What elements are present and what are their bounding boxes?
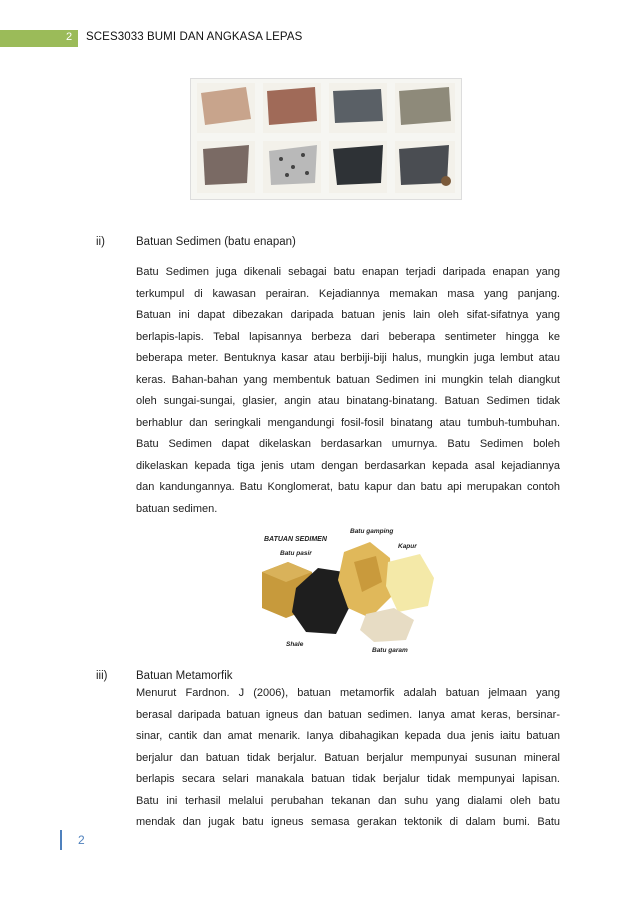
paragraph-line: sinar, cantik dan amat menarik. Ianya dibahagikan kepada dua jenis iaitu batuan [136, 730, 560, 742]
header-title: SCES3033 BUMI DAN ANGKASA LEPAS [86, 31, 303, 43]
rock-sample-7 [333, 145, 383, 185]
rock-sample-1 [201, 87, 251, 125]
rock-samples-photo [190, 78, 462, 200]
label-shale: Shale [286, 641, 304, 648]
label-batu-pasir: Batu pasir [280, 550, 312, 557]
footer-page-number: 2 [78, 833, 85, 847]
paragraph-line: Batuan ini dapat dibezakan daripada batuan jenis lain oleh sifat-sifatnya yang [136, 309, 560, 321]
paragraph-line: oleh sungai-sungai, glasier, angin atau binatang-binatang. Batuan Sedimen tidak [136, 395, 560, 407]
paragraph-line: Batu ini terhasil melalui perubahan tekanan dan suhu yang dialami oleh batu [136, 794, 560, 807]
rock-sample-4 [399, 87, 451, 125]
figure-heading: BATUAN SEDIMEN [264, 536, 327, 543]
paragraph-line: berasal daripada batuan igneus dan batuan sedimen. Ianya amat keras, bersinar- [136, 708, 560, 721]
footer-accent-bar [60, 830, 62, 850]
sedimentary-rocks-photo [258, 522, 436, 654]
chalk-rock [386, 554, 434, 612]
section-ii-paragraph [136, 262, 560, 520]
paragraph-line: mendak dan jugak batu igneus semasa gerakan tektonik di dalam bumi. Batu [136, 816, 560, 828]
rock-sample-3 [333, 89, 383, 123]
paragraph-line: berjalur dan batuan tidak berjalur. Batuan berjalur mempunyai susunan mineral [136, 751, 560, 764]
rock-samples-illustration [191, 79, 461, 199]
rock-sample-2 [267, 87, 317, 125]
section-iii-paragraph [136, 683, 560, 834]
coin-scale [441, 176, 451, 186]
header-page-number: 2 [65, 31, 73, 43]
paragraph-line: batuan sedimen. [136, 502, 218, 515]
rock-sample-5 [203, 145, 249, 185]
label-batu-gamping: Batu gamping [350, 528, 394, 535]
section-ii-number: ii) [96, 236, 105, 248]
section-iii-number: iii) [96, 670, 108, 682]
paragraph-line: berlapis-lapis. Tebal lapisannya berbeza dari beberapa sentimeter hingga ke [136, 330, 560, 343]
paragraph-line: beberapa meter. Bentuknya kasar atau berbiji-biji halus, mungkin juga lembut atau [136, 352, 560, 364]
section-iii-title: Batuan Metamorfik [136, 670, 233, 682]
label-batu-garam: Batu garam [372, 647, 408, 654]
paragraph-line: Batu Sedimen juga dikenali sebagai batu enapan terjadi daripada enapan yang [136, 266, 560, 278]
paragraph-line: keras. Bahan-bahan yang membentuk batuan Sedimen ini mungkin telah diangkut [136, 373, 560, 386]
sedimentary-rocks-illustration [258, 522, 436, 654]
paragraph-line: berlapis secara selari manakala batuan tidak berjalur tidak mempunyai lapisan. [136, 773, 560, 785]
paragraph-line: dikelaskan kepada tiga jenis utam dengan berdasarkan kepada asal kejadiannya [136, 459, 560, 472]
paragraph-line: Batu Sedimen dapat dikelaskan berdasarkan umurnya. Batu Sedimen boleh [136, 438, 560, 450]
paragraph-line: dan kandungannya. Batu Konglomerat, batu kapur dan batu api merupakan contoh [136, 481, 560, 493]
paragraph-line: Menurut Fardnon. J (2006), batuan metamorfik adalah batuan jelmaan yang [136, 687, 560, 699]
label-kapur: Kapur [398, 543, 417, 550]
section-ii-title: Batuan Sedimen (batu enapan) [136, 236, 296, 248]
paragraph-line: berhablur dan seringkali mengandungi fosil-fosil binatang atau tumbuh-tumbuhan. [136, 416, 560, 429]
paragraph-line: terkumpul di kawasan perairan. Kejadiannya memakan masa yang panjang. [136, 287, 560, 300]
